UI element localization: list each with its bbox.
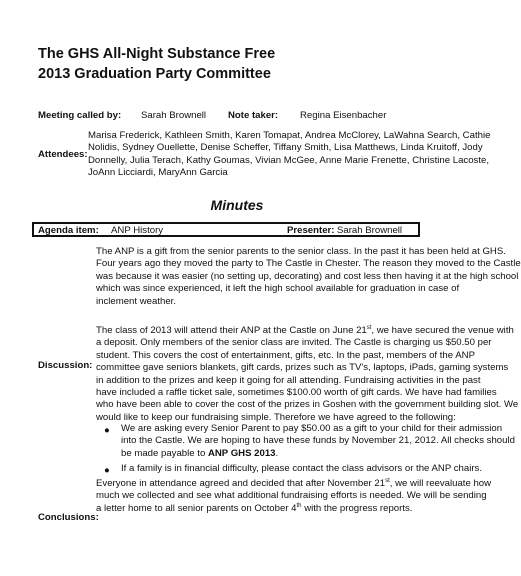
presenter-value: Sarah Brownell [337, 225, 403, 236]
conclusions-text [96, 478, 491, 515]
minutes-heading: Minutes [210, 197, 264, 213]
conclusions-label: Conclusions: [38, 512, 99, 523]
bullet-line: If a family is in financial difficulty, please contact the class advisors or the ANP chairs. [121, 463, 482, 474]
conclusions-line: much we collected and see what additional fundraising efforts is needed. We will be sending [96, 490, 487, 502]
attendees-line: Nolidis, Sydney Ouellette, Denise Scheffer, Tiffany Smith, Lisa Matthews, Linda Kruitoff, Jody [88, 142, 483, 154]
meeting-called-by-label: Meeting called by: [38, 110, 122, 121]
discussion-line: inclement weather. [96, 295, 176, 307]
discussion-line: a deposit. Only members of the senior class are invited. The Castle is charging us $50.50 per [96, 337, 492, 349]
bullet-item-1 [121, 423, 515, 460]
note-taker-label: Note taker: [228, 110, 279, 121]
discussion-line: would like to keep our fundraising simple. Therefore we have agreed to the following: [96, 411, 456, 423]
discussion-paragraph-2 [96, 325, 518, 424]
bullet-line: be made payable to ANP GHS 2013. [121, 447, 279, 459]
meeting-called-by-value: Sarah Brownell [141, 110, 207, 121]
agenda-item-label: Agenda item: [38, 225, 99, 236]
bullet-icon: ● [104, 465, 110, 476]
discussion-line: committee gave seniors blankets, gift cards, prizes such as TV's, laptops, iPads, gaming systems [96, 362, 509, 374]
attendees-label: Attendees: [38, 149, 88, 160]
attendees-list [88, 130, 490, 180]
document-title-line-1: The GHS All-Night Substance Free [38, 46, 276, 62]
bullet-icon: ● [104, 425, 110, 436]
attendees-line: JoAnn Licciardi, MaryAnn Garcia [88, 167, 228, 179]
discussion-label: Discussion: [38, 360, 93, 371]
bullet-line: We are asking every Senior Parent to pay $50.00 as a gift to your child for their admission [121, 423, 503, 434]
note-taker-value: Regina Eisenbacher [300, 110, 387, 121]
discussion-line: in addition to the prizes and keep it going for all attending. Fundraising activities in the past [96, 374, 481, 386]
presenter-label: Presenter: [287, 225, 335, 236]
discussion-line: have included a raffle ticket sale, sometimes $100.00 worth of gift cards. We have had families [96, 387, 497, 399]
discussion-line: which was since experienced, it left the high school available for graduation in case of [96, 283, 460, 295]
document-title-line-2: 2013 Graduation Party Committee [38, 66, 271, 82]
discussion-line: was because it was easier (no setting up, decorating) and cost less then having it at the high school [96, 270, 519, 282]
discussion-line: Four years ago they moved the party to The Castle in Chester. The reason they moved to the Castle [96, 258, 521, 270]
discussion-line: The class of 2013 will attend their ANP at the Castle on June 21st, we have secured the venue with [96, 325, 514, 336]
bullet-item-2 [121, 463, 482, 475]
discussion-line: who have been able to cover the cost of the prizes in Goshen with the government building slot. We [96, 399, 519, 411]
discussion-line: The ANP is a gift from the senior parents to the senior class. In the past it has been held at GHS. [96, 246, 506, 257]
conclusions-line: Everyone in attendance agreed and decided that after November 21st, we will reevaluate how [96, 478, 492, 489]
discussion-paragraph-1 [96, 246, 521, 308]
attendees-line: Donnelly, Julia Terach, Kathy Goumas, Vivian McGee, Anne Marie Frenette, Christine Lacoste, [88, 154, 490, 166]
agenda-item-value: ANP History [111, 225, 164, 236]
attendees-line: Marisa Frederick, Kathleen Smith, Karen Tomapat, Andrea McClorey, LaWahna Search, Cathie [88, 130, 491, 141]
discussion-line: student. This covers the cost of entertainment, gifts, etc. In the past, members of the ANP [96, 349, 475, 361]
bullet-line: into the Castle. We are hoping to have these funds by November 21, 2012. All checks should [121, 435, 515, 447]
conclusions-line: a letter home to all senior parents on October 4th with the progress reports. [96, 502, 413, 514]
